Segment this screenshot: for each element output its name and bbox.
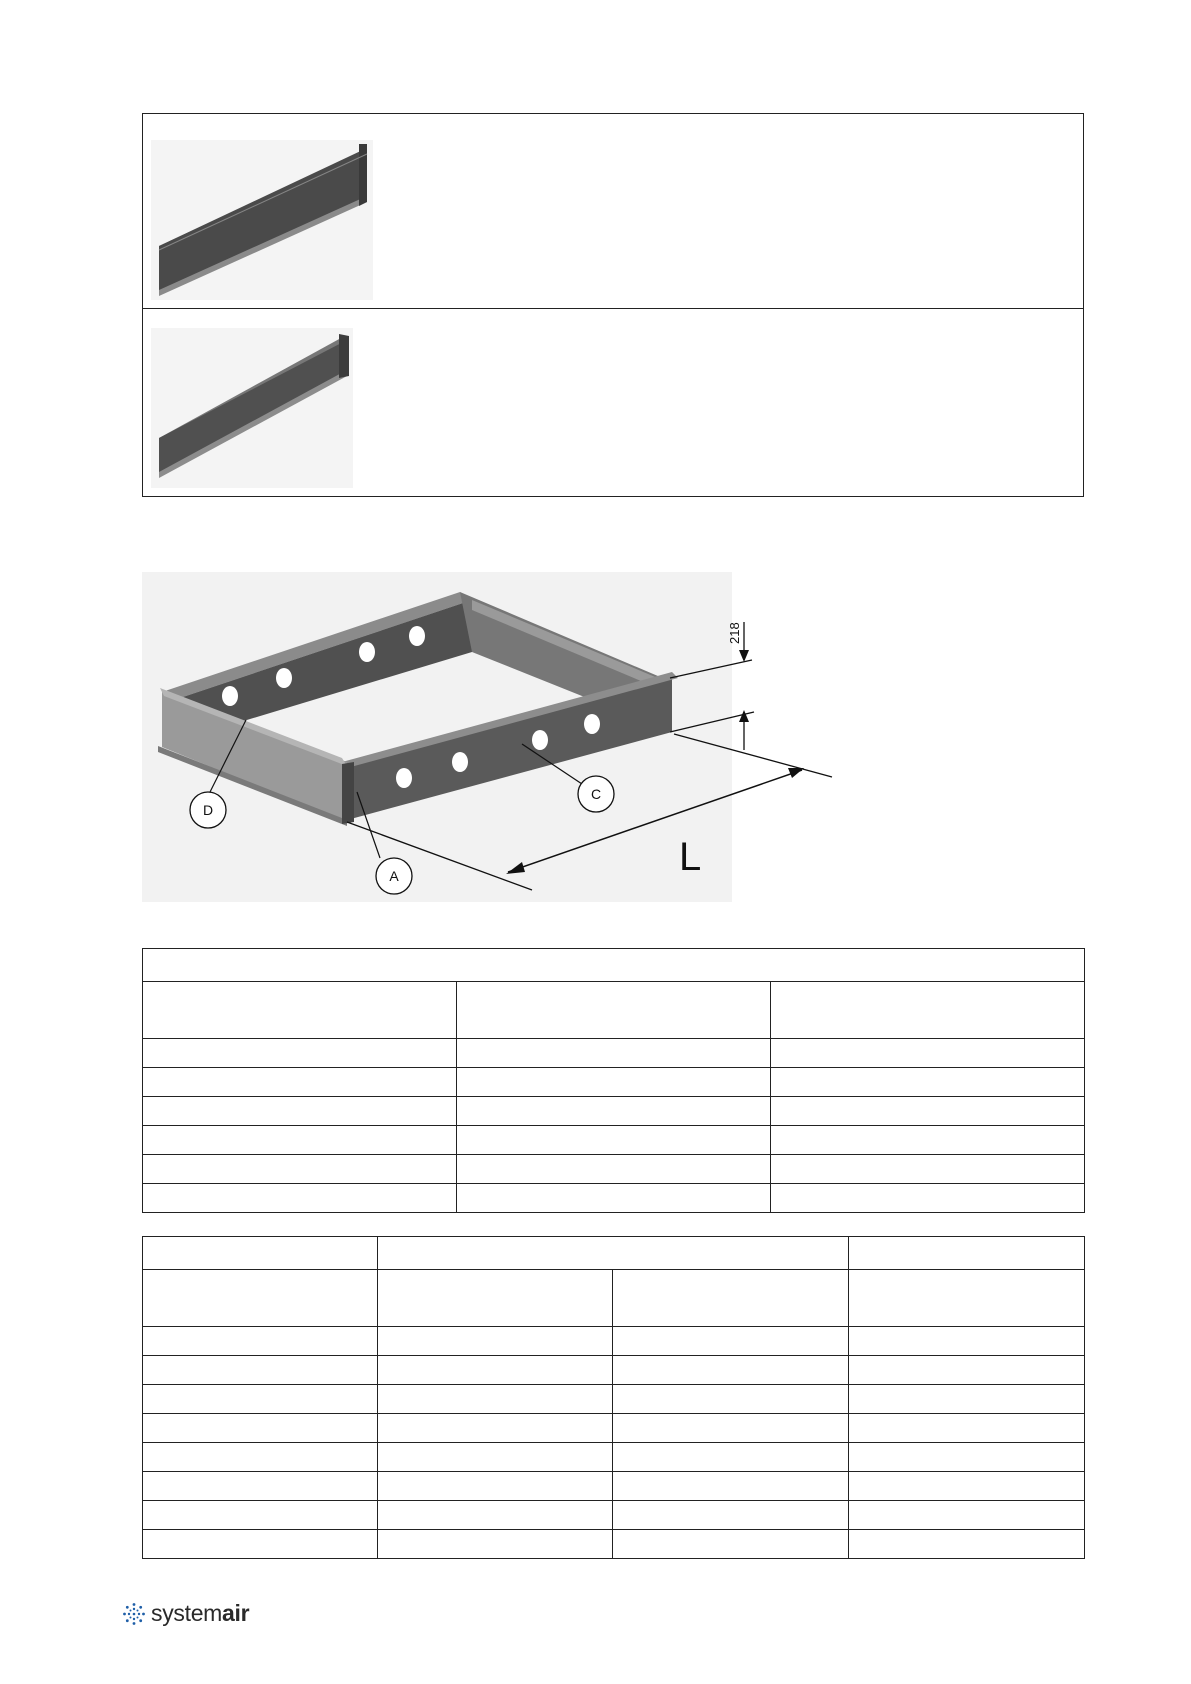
table-row (143, 1385, 1085, 1414)
dimension-height-label: 218 (727, 622, 742, 644)
table-header-cell (771, 982, 1085, 1039)
table-cell (378, 1472, 613, 1501)
table-cell (457, 1155, 771, 1184)
table-header-cell (457, 982, 771, 1039)
table-cell (771, 1126, 1085, 1155)
table-cell (613, 1356, 849, 1385)
table-cell (457, 1097, 771, 1126)
table-cell (143, 1155, 457, 1184)
callout-a-label: A (389, 868, 399, 884)
brand-prefix: system (151, 1600, 223, 1626)
table-cell (613, 1501, 849, 1530)
table-cell (613, 1385, 849, 1414)
table-row (143, 1126, 1085, 1155)
table-row (143, 1097, 1085, 1126)
table-cell (613, 1443, 849, 1472)
table-header-cell (613, 1270, 849, 1327)
long-beam-image (151, 140, 373, 300)
table-cell (143, 1356, 378, 1385)
table-title-row (143, 949, 1085, 982)
table-cell (378, 1443, 613, 1472)
base-frame-illustration (142, 572, 842, 907)
table-cell (143, 1097, 457, 1126)
table-cell (143, 1068, 457, 1097)
table-cell (378, 1356, 613, 1385)
table-cell (457, 1068, 771, 1097)
callout-d-label: D (202, 802, 214, 818)
table-cell (378, 1385, 613, 1414)
systemair-dot-logo-icon (122, 1602, 146, 1626)
table-cell (143, 1443, 378, 1472)
components-box (142, 113, 1084, 497)
table-cell (849, 1385, 1085, 1414)
table-cell (849, 1472, 1085, 1501)
table-cell (143, 1385, 378, 1414)
table-row (143, 1414, 1085, 1443)
table-cell (378, 1501, 613, 1530)
brand-suffix: air (222, 1600, 250, 1626)
systemair-logo (122, 1600, 249, 1627)
table-cell (378, 1237, 849, 1270)
table-cell (457, 1184, 771, 1213)
table-header-row (143, 1270, 1085, 1327)
table-cell (378, 1530, 613, 1559)
table-title-row (143, 1237, 1085, 1270)
table-row (143, 1501, 1085, 1530)
table-cell (143, 1126, 457, 1155)
table-cell (771, 1039, 1085, 1068)
table-cell (457, 1126, 771, 1155)
table-cell (378, 1414, 613, 1443)
table-cell (143, 1414, 378, 1443)
table-cell (849, 1501, 1085, 1530)
table-cell (143, 1472, 378, 1501)
table-cell (143, 1530, 378, 1559)
table-cell (143, 1327, 378, 1356)
table-cell (849, 1356, 1085, 1385)
table-row (143, 1356, 1085, 1385)
table-row (143, 1068, 1085, 1097)
component-row-short-beam (143, 308, 1083, 496)
table-cell (143, 1039, 457, 1068)
table-cell (613, 1472, 849, 1501)
table-cell (771, 1097, 1085, 1126)
brand-name (151, 1600, 249, 1627)
table-cell (613, 1414, 849, 1443)
table-row (143, 1155, 1085, 1184)
table-header-cell (143, 982, 457, 1039)
table-row (143, 1184, 1085, 1213)
table-row (143, 1327, 1085, 1356)
dimensions-table (142, 948, 1085, 1213)
table-cell (378, 1327, 613, 1356)
table-cell (143, 1184, 457, 1213)
table-row (143, 1039, 1085, 1068)
table-header-row (143, 982, 1085, 1039)
table-cell (849, 1443, 1085, 1472)
table-cell (457, 1039, 771, 1068)
table-header-cell (143, 1270, 378, 1327)
table-cell (613, 1327, 849, 1356)
table-header-cell (849, 1270, 1085, 1327)
table-header-cell (378, 1270, 613, 1327)
table-cell (143, 949, 1085, 982)
table-cell (849, 1327, 1085, 1356)
dimension-length-label: L (679, 835, 702, 879)
table-cell (771, 1068, 1085, 1097)
component-row-long-beam (143, 114, 1083, 309)
table-cell (613, 1530, 849, 1559)
table-cell (849, 1237, 1085, 1270)
table-cell (143, 1237, 378, 1270)
table-cell (143, 1501, 378, 1530)
table-cell (771, 1155, 1085, 1184)
table-cell (771, 1184, 1085, 1213)
parts-table (142, 1236, 1085, 1559)
table-cell (849, 1530, 1085, 1559)
callout-c-label: C (590, 786, 602, 802)
table-row (143, 1472, 1085, 1501)
short-beam-image (151, 328, 353, 488)
table-row (143, 1530, 1085, 1559)
table-row (143, 1443, 1085, 1472)
table-cell (849, 1414, 1085, 1443)
